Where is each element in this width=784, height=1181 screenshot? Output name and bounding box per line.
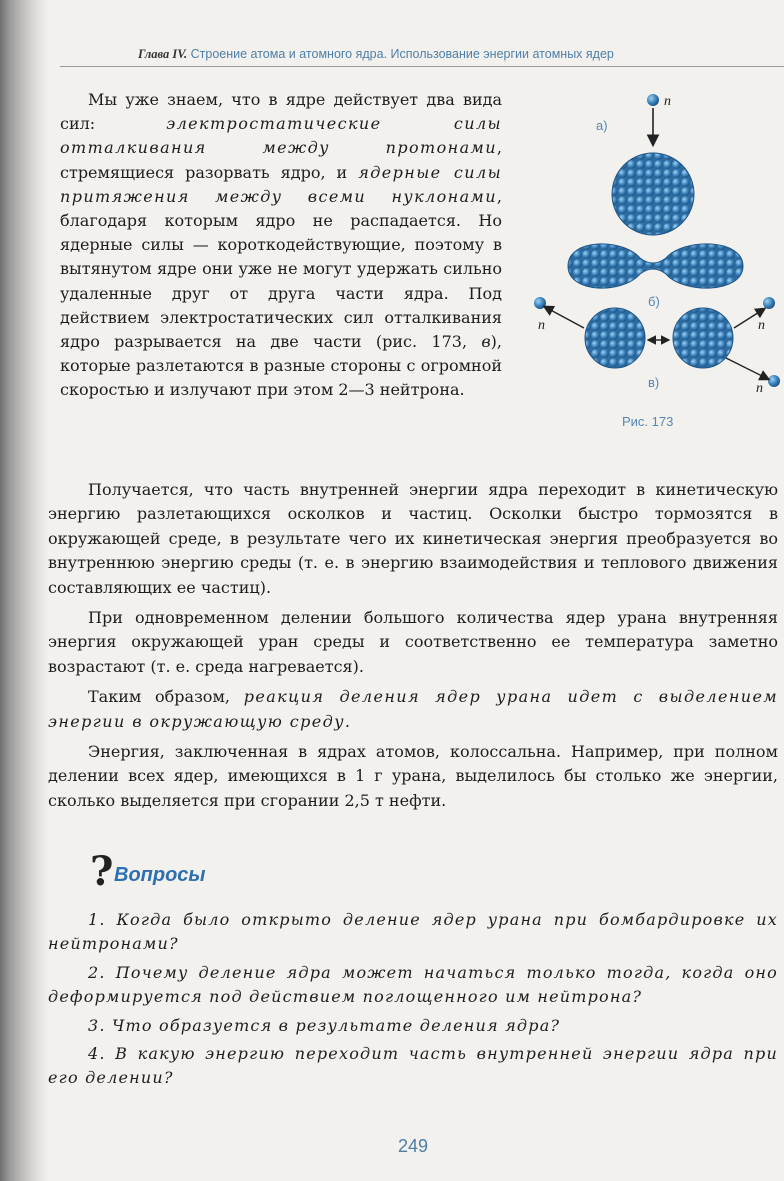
conclusion-emphasis: реакция деления ядер урана идет с выделением энергии в окружающую среду. xyxy=(48,687,778,731)
neutron-left-arrow xyxy=(545,307,584,328)
questions-list xyxy=(48,908,778,1095)
neutron-left-label: n xyxy=(538,318,545,333)
label-a: а) xyxy=(596,118,608,133)
neutron-right-label: n xyxy=(758,318,765,333)
label-c: в) xyxy=(648,375,660,390)
incoming-neutron xyxy=(647,94,659,106)
fission-diagram xyxy=(528,88,784,438)
running-header xyxy=(138,47,778,67)
main-text xyxy=(48,478,778,819)
intro-emphasis-1: электростатические силы отталкивания между протонами xyxy=(60,114,502,158)
question-mark-icon: ? xyxy=(90,848,114,895)
question-item: 4. В какую энергию переходит часть внутренней энергии ядра при его делении? xyxy=(48,1044,778,1088)
fission-figure xyxy=(528,88,784,438)
intro-emphasis-3: в xyxy=(481,332,491,352)
questions-title: Вопросы xyxy=(114,864,206,886)
neutron-third-label: n xyxy=(756,381,763,396)
intro-text-4: ), которые разлетаются в разные стороны с огромной скоростью и излучают при этом 2—3 нейтрона. xyxy=(60,332,502,400)
intro-emphasis-2: ядерные силы притяжения между всеми нуклонами xyxy=(60,162,502,206)
paragraph-conclusion xyxy=(48,685,778,734)
header-rule xyxy=(60,66,784,67)
deformed-nucleus xyxy=(568,244,743,288)
neutron-right xyxy=(763,297,775,309)
question-item: 1. Когда было открыто деление ядер урана при бомбардировке их нейтронами? xyxy=(48,910,778,954)
intro-text-1: Мы уже знаем, что в ядре действует два вида сил: xyxy=(60,90,502,134)
neutron-third xyxy=(768,375,780,387)
conclusion-lead: Таким образом, xyxy=(88,687,244,707)
fragment-right xyxy=(673,308,733,368)
neutron-label: n xyxy=(664,94,671,109)
paragraph-energy-amount: Энергия, заключенная в ядрах атомов, колоссальна. Например, при полном делении всех ядер, имеющихся в 1 г урана, выделилось бы столько же энергии, сколько выделяется при сгорании 2,5 т нефти. xyxy=(48,742,778,810)
intro-text-3: , благодаря которым ядро не распадается. Но ядерные силы — короткодействующие, поэтому в вытянутом ядре они уже не могут удержать сильно удаленные друг от друга части ядра. Под действием электростатических сил отталкивания ядро разрывается на две части (рис. 173, xyxy=(60,186,502,352)
chapter-topic: Строение атома и атомного ядра. Использование энергии атомных ядер xyxy=(190,47,614,61)
intro-paragraph xyxy=(60,88,502,403)
paragraph-heating: При одновременном делении большого количества ядер урана внутренняя энергия окружающей уран среды и соответственно ее температура заметно возрастают (т. е. среда нагревается). xyxy=(48,608,778,676)
paragraph-energy-transfer: Получается, что часть внутренней энергии ядра переходит в кинетическую энергию разлетающихся осколков и частиц. Осколки быстро тормозятся в окружающей среде, в результате чего их кинетическая энергия преобразуется во внутреннюю энергию среды (т. е. в энергию взаимодействия и теплового движения составляющих ее частиц). xyxy=(48,480,778,597)
label-b: б) xyxy=(648,294,660,309)
figure-caption: Рис. 173 xyxy=(622,414,674,429)
neutron-left xyxy=(534,297,546,309)
fragment-left xyxy=(585,308,645,368)
intro-text-2: , стремящиеся разорвать ядро, и xyxy=(60,138,502,182)
page-number: 249 xyxy=(398,1136,429,1156)
question-item: 3. Что образуется в результате деления ядра? xyxy=(88,1015,561,1035)
question-item: 2. Почему деление ядра может начаться только тогда, когда оно деформируется под действием поглощенного им нейтрона? xyxy=(48,962,778,1007)
chapter-label: Глава IV. xyxy=(138,47,188,61)
book-spine-shadow xyxy=(0,0,48,1181)
neutron-third-arrow xyxy=(726,358,768,379)
